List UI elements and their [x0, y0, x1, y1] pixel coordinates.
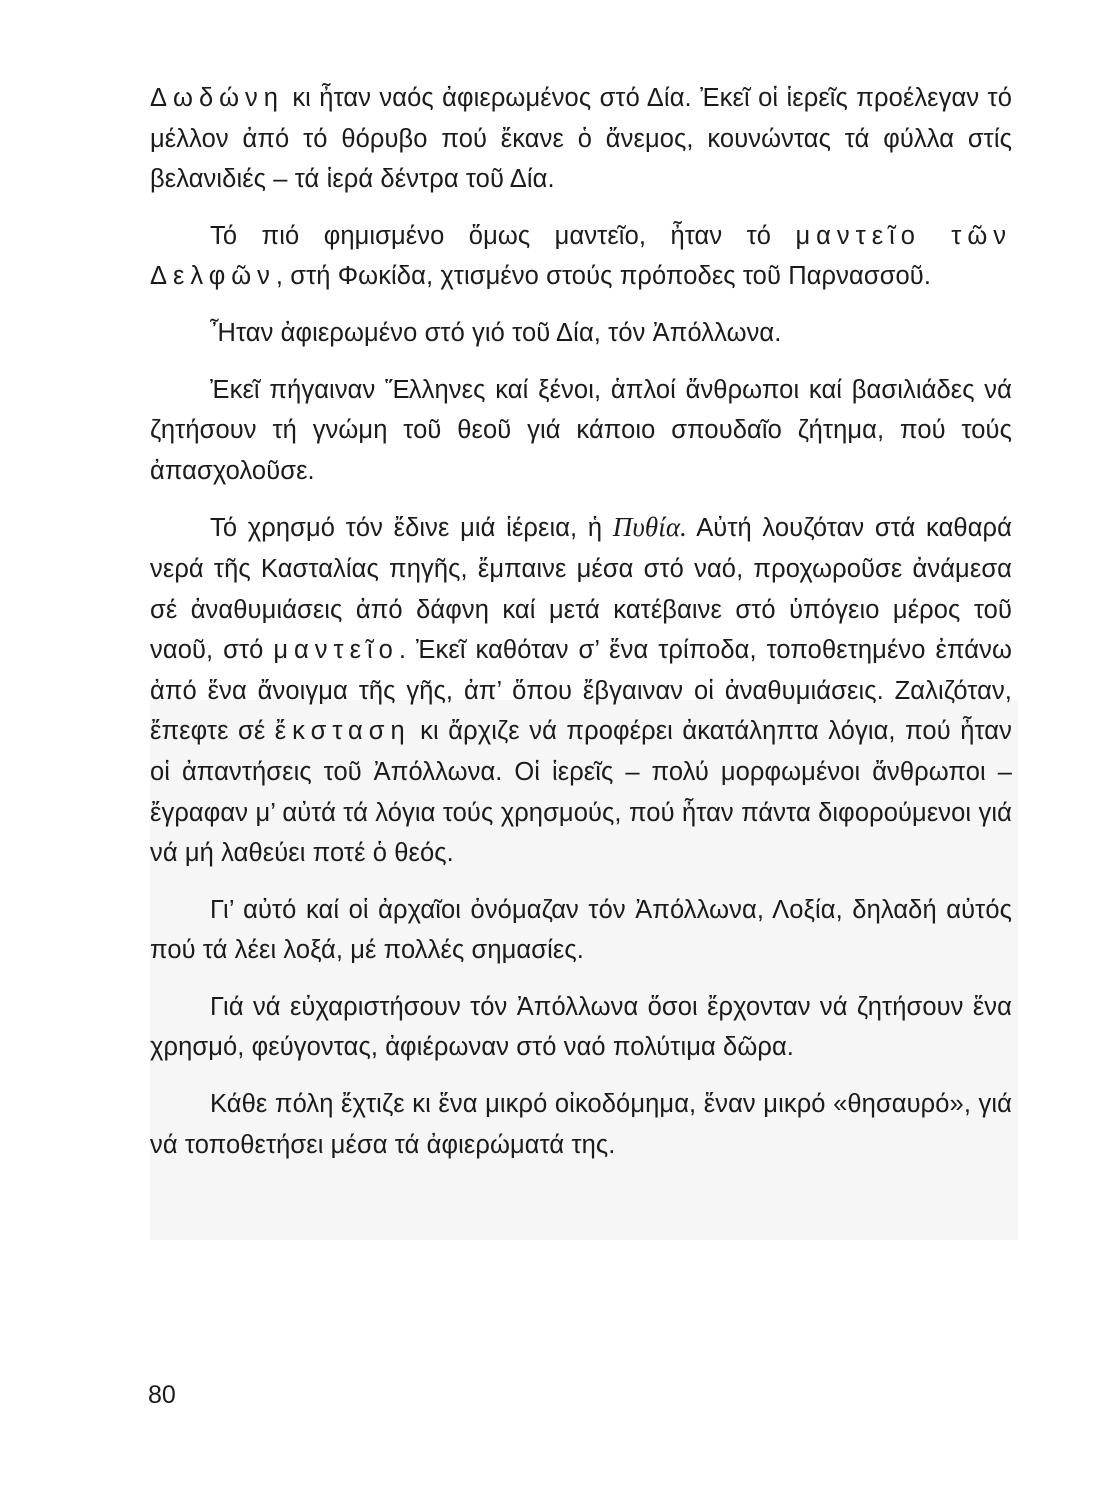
page-body — [150, 78, 1012, 1181]
spaced-term: μαντεῖο — [273, 636, 399, 665]
text-run: κι ἄρχιζε νά προφέρει ἀκατάληπτα λόγια, πού ἦταν οἱ ἀπαντήσεις τοῦ Ἀπόλλωνα. Οἱ ἱερεῖς – πολύ μορφωμένοι ἄνθρωποι – ἔγραφαν μ’ αὐτά τά λόγια τούς χρησμούς, πού ἦταν πάντα διφορούμενοι γιά νά μή λαθεύει ποτέ ὁ θεός. — [150, 717, 1012, 868]
text-run: Κάθε πόλη ἔχτιζε κι ἕνα μικρό οἰκοδόμημα, ἕναν μικρό «θησαυρό», γιά νά τοποθετήσει μέσα τά ἀφιερώματά της. — [150, 1090, 1012, 1159]
text-run: Γιά νά εὐχαριστήσουν τόν Ἀπόλλωνα ὅσοι ἔρχονταν νά ζητήσουν ἕνα χρησμό, φεύγοντας, ἀφιέρωναν στό ναό πολύτιμα δῶρα. — [150, 992, 1012, 1062]
paragraph — [150, 78, 1012, 200]
spaced-term: μαντεῖο τῶν Δελφῶν — [150, 221, 1012, 291]
text-run: Τό πιό φημισμένο ὅμως μαντεῖο, ἦταν τό — [210, 221, 796, 250]
spaced-term: Δωδώνη — [150, 84, 284, 112]
paragraph — [150, 313, 1012, 354]
text-run: Ἦταν ἀφιερωμένο στό γιό τοῦ Δία, τόν Ἀπόλλωνα. — [210, 318, 782, 347]
spaced-term: ἔκσταση — [274, 717, 411, 746]
text-run: Γι’ αὐτό καί οἱ ἀρχαῖοι ὀνόμαζαν τόν Ἀπόλλωνα, Λοξία, δηλαδή αὐτός πού τά λέει λοξά, μέ πολλές σημασίες. — [150, 895, 1012, 965]
text-run: Ἐκεῖ πήγαιναν Ἕλληνες καί ξένοι, ἁπλοί ἄνθρωποι καί βασιλιάδες νά ζητήσουν τή γνώμη τοῦ θεοῦ γιά κάποιο σπουδαῖο ζήτημα, πού τούς ἀπασχολοῦσε. — [150, 375, 1012, 485]
paragraph — [150, 987, 1012, 1068]
page-number: 80 — [148, 1381, 176, 1409]
paragraph — [150, 890, 1012, 971]
paragraph — [150, 1084, 1012, 1165]
text-run: , στή Φωκίδα, χτισμένο στούς πρόποδες τοῦ Παρνασσοῦ. — [275, 262, 932, 291]
italic-term: Πυθία. — [612, 512, 687, 543]
paragraph — [150, 216, 1012, 297]
paragraph — [150, 370, 1012, 492]
text-run: . Ἐκεῖ καθόταν σ’ ἕνα τρίποδα, τοποθετημένο ἐπάνω ἀπό ἕνα ἄνοιγμα τῆς γῆς, ἀπ’ ὅπου ἔβγαιναν οἱ ἀναθυμιάσεις. Ζαλιζόταν, ἔπεφτε σέ — [150, 636, 1012, 746]
text-run: Τό χρησμό τόν ἔδινε μιά ἱέρεια, ἡ — [210, 514, 613, 543]
paragraph — [150, 507, 1012, 873]
text-run: Αὐτή λουζόταν στά καθαρά νερά τῆς Κασταλίας πηγῆς, ἔμπαινε μέσα στό ναό, προχωροῦσε ἀνάμεσα σέ ἀναθυμιάσεις ἀπό δάφνη καί μετά κατέβαινε στό ὑπόγειο μέρος τοῦ ναοῦ, στό — [150, 514, 1012, 665]
text-run: κι ἦταν ναός ἀφιερωμένος στό Δία. Ἐκεῖ οἱ ἱερεῖς προέλεγαν τό μέλλον ἀπό τό θόρυβο πού ἔκανε ὁ ἄνεμος, κουνώντας τά φύλλα στίς βελανιδιές – τά ἱερά δέντρα τοῦ Δία. — [150, 84, 1012, 194]
